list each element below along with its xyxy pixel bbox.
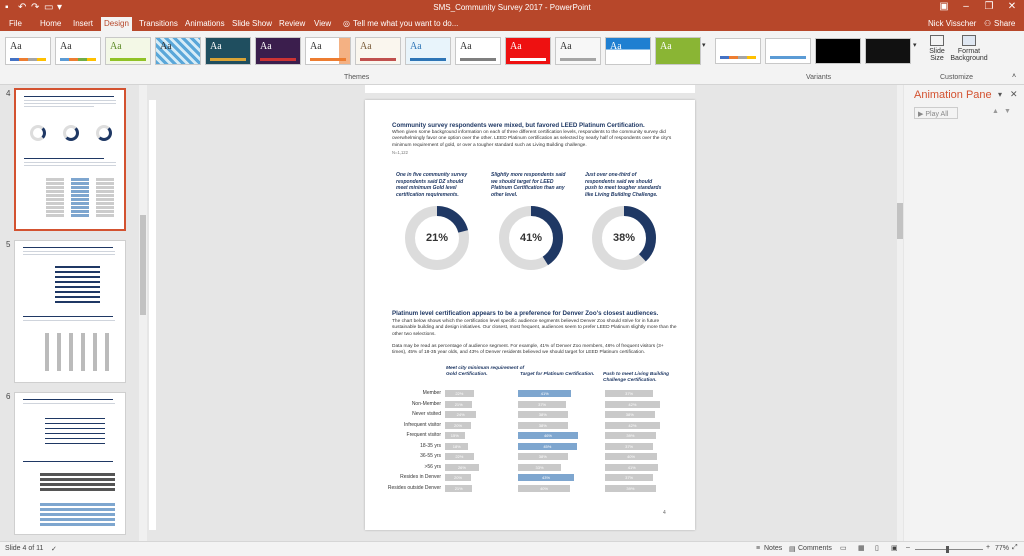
- row-label: 18-35 yrs: [420, 442, 441, 449]
- theme-organic[interactable]: Aa: [255, 37, 301, 65]
- section2-title: Platinum level certification appears to be a preference for Denver Zoo's closest audiences.: [392, 310, 659, 317]
- tab-transitions[interactable]: Transitions: [139, 19, 178, 28]
- slide-number-4: 4: [6, 89, 11, 98]
- theme-badge[interactable]: Aa: [505, 37, 551, 65]
- thumb-donut-2: [63, 125, 79, 141]
- theme-facet[interactable]: Aa: [105, 37, 151, 65]
- window-title: SMS_Community Survey 2017 - PowerPoint: [433, 3, 591, 12]
- variants-group-label: Variants: [806, 74, 832, 81]
- section1-body: When given some background information on each of three different certification levels, respondents to the community survey did overwhelmingly favor one option over the other. LEED Platinum certification as selected by nearly half of respondents over the city's minimum requirement of gold, or over a tougher standard such as Living Building challenge.: [392, 130, 672, 148]
- redo-icon[interactable]: ↷: [31, 2, 40, 13]
- donut-label-gold: 21%: [425, 232, 449, 244]
- user-name[interactable]: Nick Visscher: [928, 19, 977, 28]
- bar-series-3: 37%: [605, 443, 653, 450]
- row-label: Non-Member: [411, 400, 441, 407]
- row-label: Member: [422, 390, 441, 396]
- themes-group-label: Themes: [344, 74, 370, 81]
- notes-icon: ≡: [756, 545, 761, 552]
- ribbon-display-icon[interactable]: ▣: [939, 1, 949, 12]
- bar-series-3: 38%: [605, 411, 655, 418]
- theme-office-2[interactable]: Aa: [55, 37, 101, 65]
- tab-home[interactable]: Home: [40, 19, 62, 28]
- slide-thumbnail-4[interactable]: [14, 88, 126, 231]
- row-label: Resides in Denver: [400, 474, 441, 480]
- bar-series-2: 46%: [518, 432, 578, 439]
- theme-savon[interactable]: Aa: [455, 37, 501, 65]
- format-background-icon: [962, 35, 976, 46]
- bar-series-1: 15%: [445, 432, 465, 439]
- variant-4[interactable]: [865, 38, 911, 64]
- move-down-icon[interactable]: ▼: [1004, 108, 1011, 115]
- ribbon: [0, 31, 1024, 85]
- variant-1[interactable]: [715, 38, 761, 64]
- pane-options-icon[interactable]: ▾: [998, 90, 1003, 99]
- theme-integral[interactable]: Aa: [155, 37, 201, 65]
- thumbnail-scrollbar[interactable]: [139, 85, 147, 541]
- section2-note: Data may be read as percentage of audience segment. For example, 41% of Denver Zoo members, 46% of frequent visitors (3+ times), 45% of 18-35 year olds, and 43% of Denver residents believed we should target for LEED Platinum certification.: [392, 344, 664, 356]
- slide-number-5: 5: [6, 240, 11, 249]
- callout-living-building: Just over one-third of respondents said we should push to meet tougher standards like Living Building Challenge.: [585, 172, 662, 198]
- slide-size-button[interactable]: Slide Size: [926, 35, 948, 62]
- tab-slide-show[interactable]: Slide Show: [232, 19, 273, 28]
- start-slideshow-icon[interactable]: ▭: [44, 2, 54, 13]
- normal-view-icon[interactable]: ▭: [840, 545, 847, 552]
- slide-size-icon: [930, 35, 944, 46]
- canvas-scroll-thumb[interactable]: [897, 203, 903, 239]
- theme-circuit[interactable]: Aa: [605, 37, 651, 65]
- save-icon[interactable]: ▪: [5, 2, 9, 13]
- zoom-level[interactable]: 77%: [995, 545, 1010, 552]
- bar-series-3: 39%: [605, 485, 656, 492]
- thumbnail-scroll-thumb[interactable]: [140, 215, 146, 315]
- restore-icon[interactable]: ❐: [984, 1, 994, 12]
- slide-counter: Slide 4 of 11: [5, 545, 44, 552]
- theme-retrospect[interactable]: Aa: [305, 37, 351, 65]
- bar-series-3: 42%: [605, 401, 660, 408]
- close-icon[interactable]: ✕: [1007, 1, 1017, 12]
- row-label: >56 yrs: [424, 463, 441, 470]
- reading-view-icon[interactable]: ▯: [875, 545, 879, 552]
- bar-series-2: 40%: [518, 485, 570, 492]
- bar-series-1: 26%: [445, 464, 479, 471]
- zoom-slider-thumb[interactable]: [946, 546, 949, 553]
- theme-damask[interactable]: Aa: [655, 37, 701, 65]
- bar-series-3: 37%: [605, 474, 653, 481]
- bar-series-1: 22%: [445, 453, 474, 460]
- theme-ion-boardroom[interactable]: Aa: [205, 37, 251, 65]
- thumb-donut-3: [96, 125, 112, 141]
- tell-me-input[interactable]: Tell me what you want to do...: [353, 19, 459, 28]
- tab-design[interactable]: Design: [101, 17, 132, 31]
- bar-series-1: 21%: [445, 401, 472, 408]
- slide-thumbnail-5[interactable]: [14, 240, 126, 383]
- tab-view[interactable]: View: [314, 19, 332, 28]
- bar-series-2: 45%: [518, 443, 577, 450]
- theme-berlin[interactable]: Aa: [555, 37, 601, 65]
- bar-series-2: 38%: [518, 411, 568, 418]
- zoom-in-icon[interactable]: +: [986, 544, 991, 551]
- bar-series-3: 37%: [605, 390, 653, 397]
- animation-pane-title: Animation Pane: [914, 89, 992, 101]
- customize-quick-access-icon[interactable]: ▾: [57, 2, 63, 13]
- bar-series-1: 18%: [445, 443, 468, 450]
- tab-insert[interactable]: Insert: [73, 19, 94, 28]
- customize-group-label: Customize: [940, 74, 974, 81]
- tab-review[interactable]: Review: [279, 19, 306, 28]
- bar-series-2: 37%: [518, 401, 566, 408]
- horizontal-ruler: [365, 85, 695, 93]
- bar-series-3: 39%: [605, 432, 656, 439]
- variant-2[interactable]: [765, 38, 811, 64]
- n-note: N=1,122: [392, 150, 408, 155]
- play-icon: ▶: [918, 111, 924, 118]
- fit-to-window-icon[interactable]: ⤢: [1012, 544, 1018, 551]
- donut-label-platinum: 41%: [519, 232, 543, 244]
- play-all-button[interactable]: ▶ Play All: [914, 107, 958, 119]
- slide-number-6: 6: [6, 392, 11, 401]
- column-head-gold: Meet city minimum requirement of Gold Certification.: [446, 366, 525, 377]
- comments-icon: ▤: [789, 546, 796, 553]
- vertical-ruler: [149, 100, 156, 530]
- bar-series-2: 33%: [518, 464, 561, 471]
- bar-series-2: 41%: [518, 390, 571, 397]
- zoom-slider[interactable]: [915, 549, 983, 550]
- bar-series-3: 42%: [605, 422, 660, 429]
- callout-gold: One in five community survey respondents said DZ should meet minimum Gold level certification requirements.: [396, 172, 468, 198]
- bar-series-1: 20%: [445, 474, 471, 481]
- tab-file[interactable]: File: [9, 19, 22, 28]
- variants-more-icon[interactable]: ▾: [913, 42, 917, 49]
- column-head-living-building: Push to meet Living Building Challenge Certification.: [603, 372, 670, 383]
- bar-series-3: 40%: [605, 453, 657, 460]
- animation-pane: [904, 85, 1024, 541]
- undo-icon[interactable]: ↶: [18, 2, 27, 13]
- slide-4[interactable]: [365, 100, 695, 530]
- row-label: 36-55 yrs: [420, 453, 441, 459]
- row-label: Never visited: [412, 411, 441, 417]
- bar-series-3: 41%: [605, 464, 658, 471]
- ribbon-tabs: [0, 17, 1024, 31]
- spellcheck-icon[interactable]: ✓: [51, 546, 57, 553]
- move-up-icon[interactable]: ▲: [992, 108, 999, 115]
- callout-platinum: Slightly more respondents said we should target for LEED Platinum Certification than any other level.: [491, 172, 566, 198]
- bar-series-2: 38%: [518, 422, 568, 429]
- notes-button[interactable]: Notes: [764, 545, 783, 552]
- theme-office[interactable]: Aa: [5, 37, 51, 65]
- share-button[interactable]: Share: [994, 19, 1016, 28]
- section1-title: Community survey respondents were mixed, but favored LEED Platinum Certification.: [392, 122, 645, 129]
- canvas-scrollbar[interactable]: [897, 85, 903, 541]
- column-head-platinum: Target for Platinum Certification.: [520, 372, 595, 377]
- row-label: Resides outside Denver: [387, 484, 441, 491]
- bar-series-1: 20%: [445, 422, 471, 429]
- bar-series-1: 24%: [445, 411, 476, 418]
- row-label: Frequent visitor: [406, 432, 441, 438]
- close-pane-icon[interactable]: ✕: [1010, 89, 1018, 99]
- bar-series-2: 38%: [518, 453, 568, 460]
- segment-bar-chart: [365, 390, 695, 500]
- tab-animations[interactable]: Animations: [185, 19, 225, 28]
- thumb-donut-1: [30, 125, 46, 141]
- person-icon: ⚇: [984, 19, 992, 28]
- row-label: Infrequent visitor: [404, 421, 441, 428]
- slide-thumbnail-6[interactable]: [14, 392, 126, 535]
- slide-thumbnail-pane: [0, 85, 140, 541]
- collapse-ribbon-icon[interactable]: ˄: [1012, 73, 1017, 80]
- status-bar: [0, 541, 1024, 556]
- variant-3[interactable]: [815, 38, 861, 64]
- section2-body: The chart below shows which the certification level specific audience segments believed Denver Zoo should strive for in future sustainable building and design initiatives. Our closest, most frequent, audiences seem to prefer LEED Platinum slightly more than the other two selections.: [392, 319, 677, 337]
- format-background-button[interactable]: Format Background: [950, 35, 988, 62]
- comments-button[interactable]: Comments: [798, 545, 832, 552]
- bar-series-2: 43%: [518, 474, 574, 481]
- minimize-icon[interactable]: –: [963, 1, 969, 12]
- title-bar: [0, 0, 1024, 17]
- theme-wisp[interactable]: Aa: [405, 37, 451, 65]
- slide-sorter-icon[interactable]: ▦: [858, 545, 865, 552]
- theme-slice[interactable]: Aa: [355, 37, 401, 65]
- themes-more-icon[interactable]: ▾: [702, 42, 706, 49]
- donut-label-living-building: 38%: [612, 232, 636, 244]
- lightbulb-icon: ◎: [343, 19, 350, 28]
- page-number: 4: [663, 510, 666, 516]
- bar-series-1: 21%: [445, 485, 472, 492]
- zoom-out-icon[interactable]: –: [906, 544, 910, 551]
- bar-series-1: 22%: [445, 390, 474, 397]
- slideshow-view-icon[interactable]: ▣: [891, 545, 898, 552]
